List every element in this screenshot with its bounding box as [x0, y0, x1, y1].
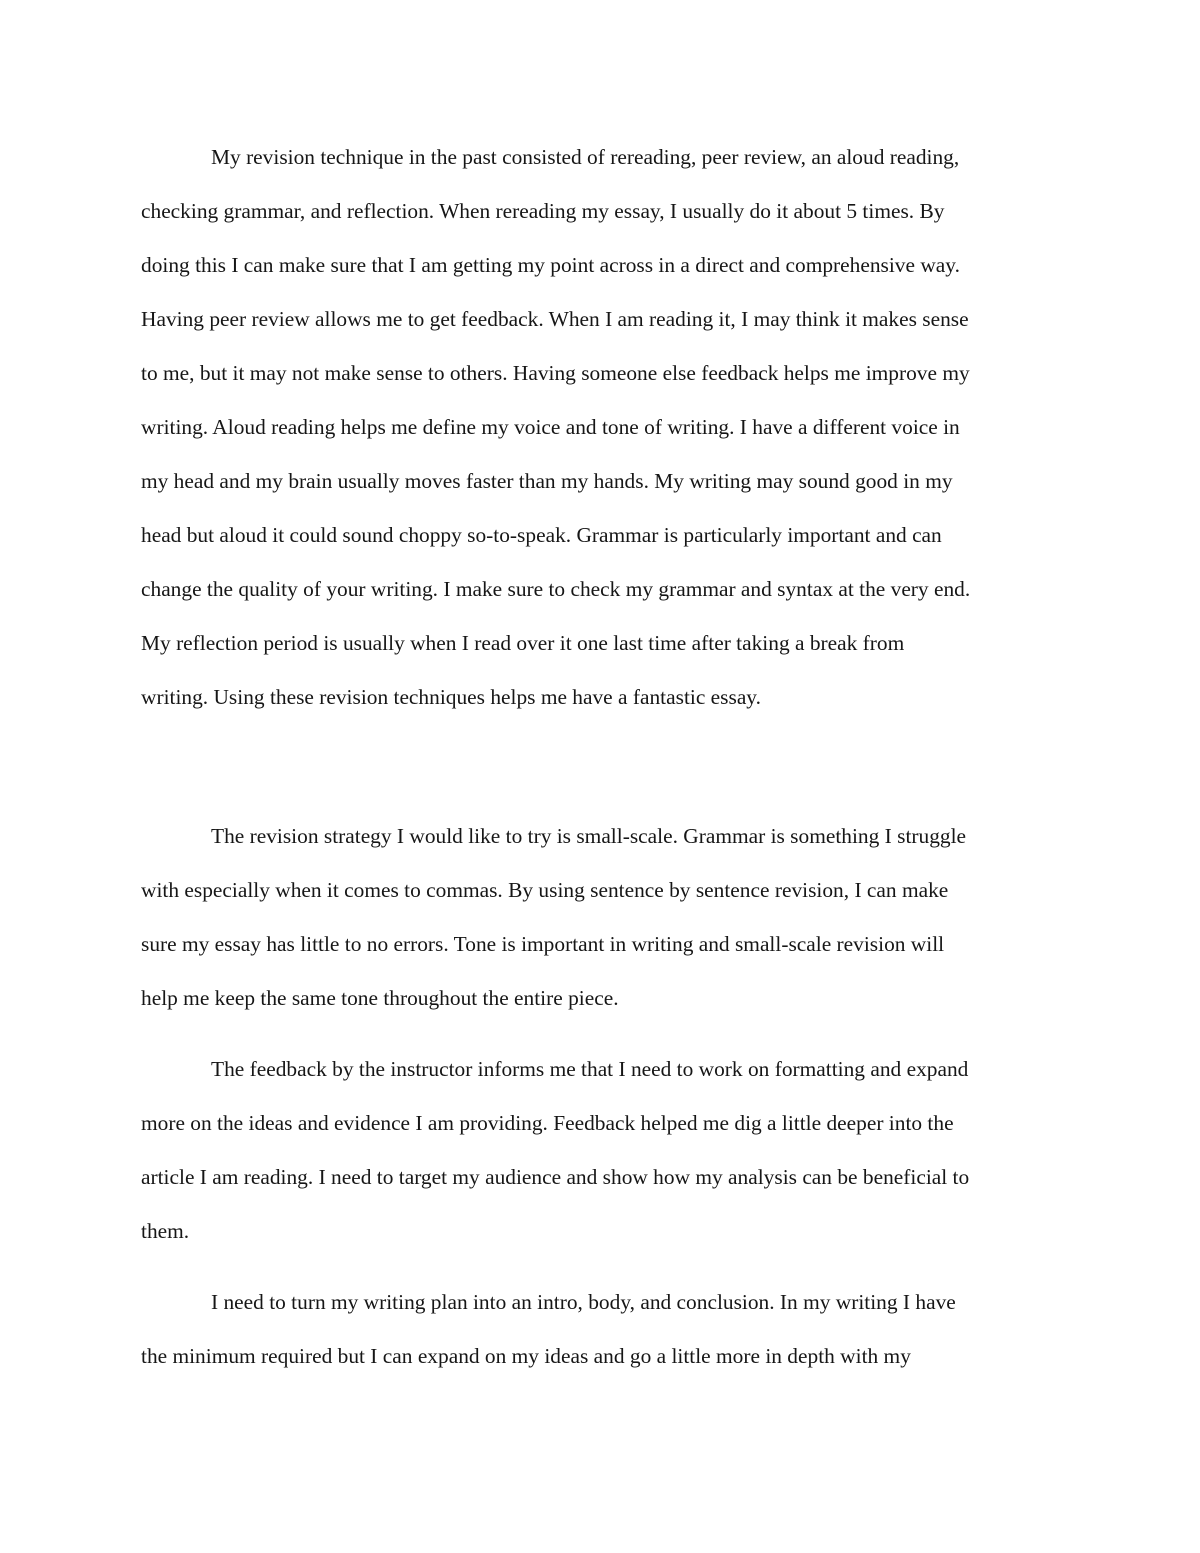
paragraph-3-line-4: them.: [141, 1219, 190, 1243]
paragraph-1-line-8: head but aloud it could sound choppy so-to-speak. Grammar is particularly important and can: [141, 523, 942, 547]
paragraph-1-line-3: doing this I can make sure that I am getting my point across in a direct and comprehensive way.: [141, 253, 960, 277]
paragraph-2-line-2: with especially when it comes to commas. By using sentence by sentence revision, I can make: [141, 878, 949, 902]
paragraph-1-line-6: writing. Aloud reading helps me define my voice and tone of writing. I have a different voice in: [141, 415, 960, 439]
paragraph-2-line-4: help me keep the same tone throughout the entire piece.: [141, 986, 619, 1010]
paragraph-2-line-1: The revision strategy I would like to try is small-scale. Grammar is something I struggle: [211, 824, 967, 848]
paragraph-1-line-7: my head and my brain usually moves faster than my hands. My writing may sound good in my: [141, 469, 953, 493]
paragraph-3-line-1: The feedback by the instructor informs me that I need to work on formatting and expand: [211, 1057, 969, 1081]
paragraph-1-line-2: checking grammar, and reflection. When rereading my essay, I usually do it about 5 times. By: [141, 199, 945, 223]
paragraph-1-line-5: to me, but it may not make sense to others. Having someone else feedback helps me improve my: [141, 361, 970, 385]
paragraph-1-line-10: My reflection period is usually when I read over it one last time after taking a break from: [141, 631, 905, 655]
paragraph-4-line-2: the minimum required but I can expand on my ideas and go a little more in depth with my: [141, 1344, 911, 1368]
paragraph-2-line-3: sure my essay has little to no errors. Tone is important in writing and small-scale revision will: [141, 932, 945, 956]
paragraph-1-line-1: My revision technique in the past consisted of rereading, peer review, an aloud reading,: [211, 145, 960, 169]
paragraph-3-line-2: more on the ideas and evidence I am providing. Feedback helped me dig a little deeper into the: [141, 1111, 954, 1135]
paragraph-1-line-9: change the quality of your writing. I make sure to check my grammar and syntax at the very end.: [141, 577, 971, 601]
paragraph-3-line-3: article I am reading. I need to target my audience and show how my analysis can be beneficial to: [141, 1165, 970, 1189]
paragraph-1-line-11: writing. Using these revision techniques helps me have a fantastic essay.: [141, 685, 761, 709]
paragraph-1-line-4: Having peer review allows me to get feedback. When I am reading it, I may think it makes sense: [141, 307, 969, 331]
paragraph-4-line-1: I need to turn my writing plan into an intro, body, and conclusion. In my writing I have: [211, 1290, 956, 1314]
